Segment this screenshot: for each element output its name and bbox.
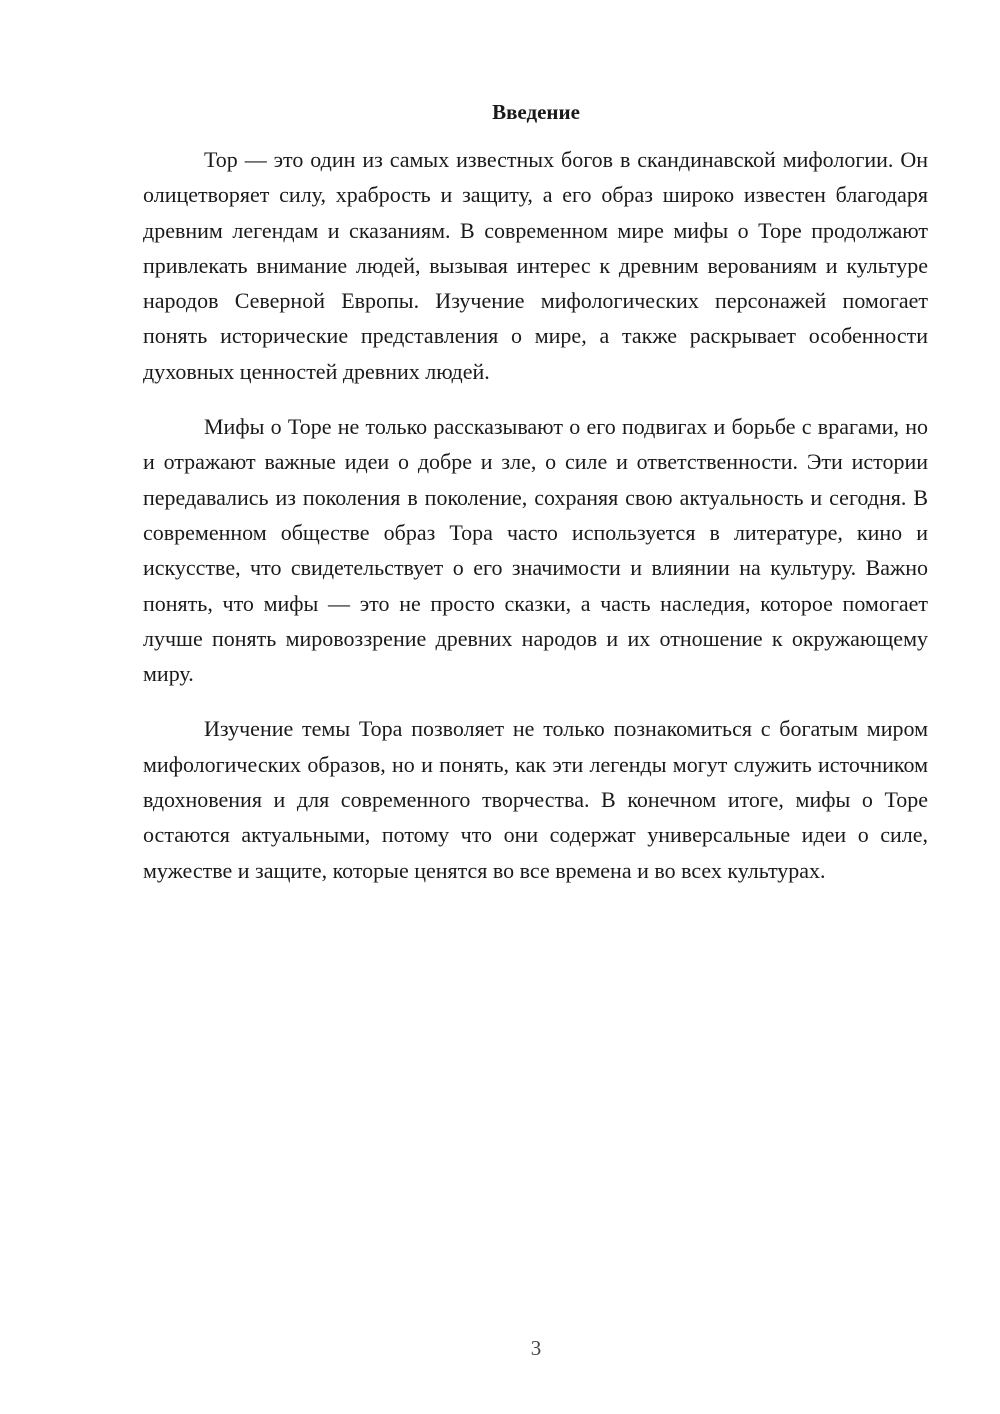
page-number: 3 bbox=[530, 1336, 542, 1360]
body-text bbox=[143, 142, 928, 908]
paragraph-1: Тор — это один из самых известных богов в скандинавской мифологии. Он олицетворяет силу, храбрость и защиту, а его образ широко известен благодаря древним легендам и сказаниям. В современном мире мифы о Торе продолжают привлекать внимание людей, вызывая интерес к древним верованиям и культуре народов Северной Европы. Изучение мифологических персонажей помогает понять исторические представления о мире, а также раскрывает особенности духовных ценностей древних людей. bbox=[143, 147, 928, 384]
section-heading: Введение bbox=[492, 100, 580, 124]
paragraph-3: Изучение темы Тора позволяет не только познакомиться с богатым миром мифологических образов, но и понять, как эти легенды могут служить источником вдохновения и для современного творчества. В конечном итоге, мифы о Торе остаются актуальными, потому что они содержат универсальные идеи о силе, мужестве и защите, которые ценятся во все времена и во всех культурах. bbox=[143, 716, 928, 883]
paragraph-2: Мифы о Торе не только рассказывают о его подвигах и борьбе с врагами, но и отражают важные идеи о добре и зле, о силе и ответственности. Эти истории передавались из поколения в поколение, сохраняя свою актуальность и сегодня. В современном обществе образ Тора часто используется в литературе, кино и искусстве, что свидетельствует о его значимости и влиянии на культуру. Важно понять, что мифы — это не просто сказки, а часть наследия, которое помогает лучше понять мировоззрение древних народов и их отношение к окружающему миру. bbox=[143, 414, 928, 687]
